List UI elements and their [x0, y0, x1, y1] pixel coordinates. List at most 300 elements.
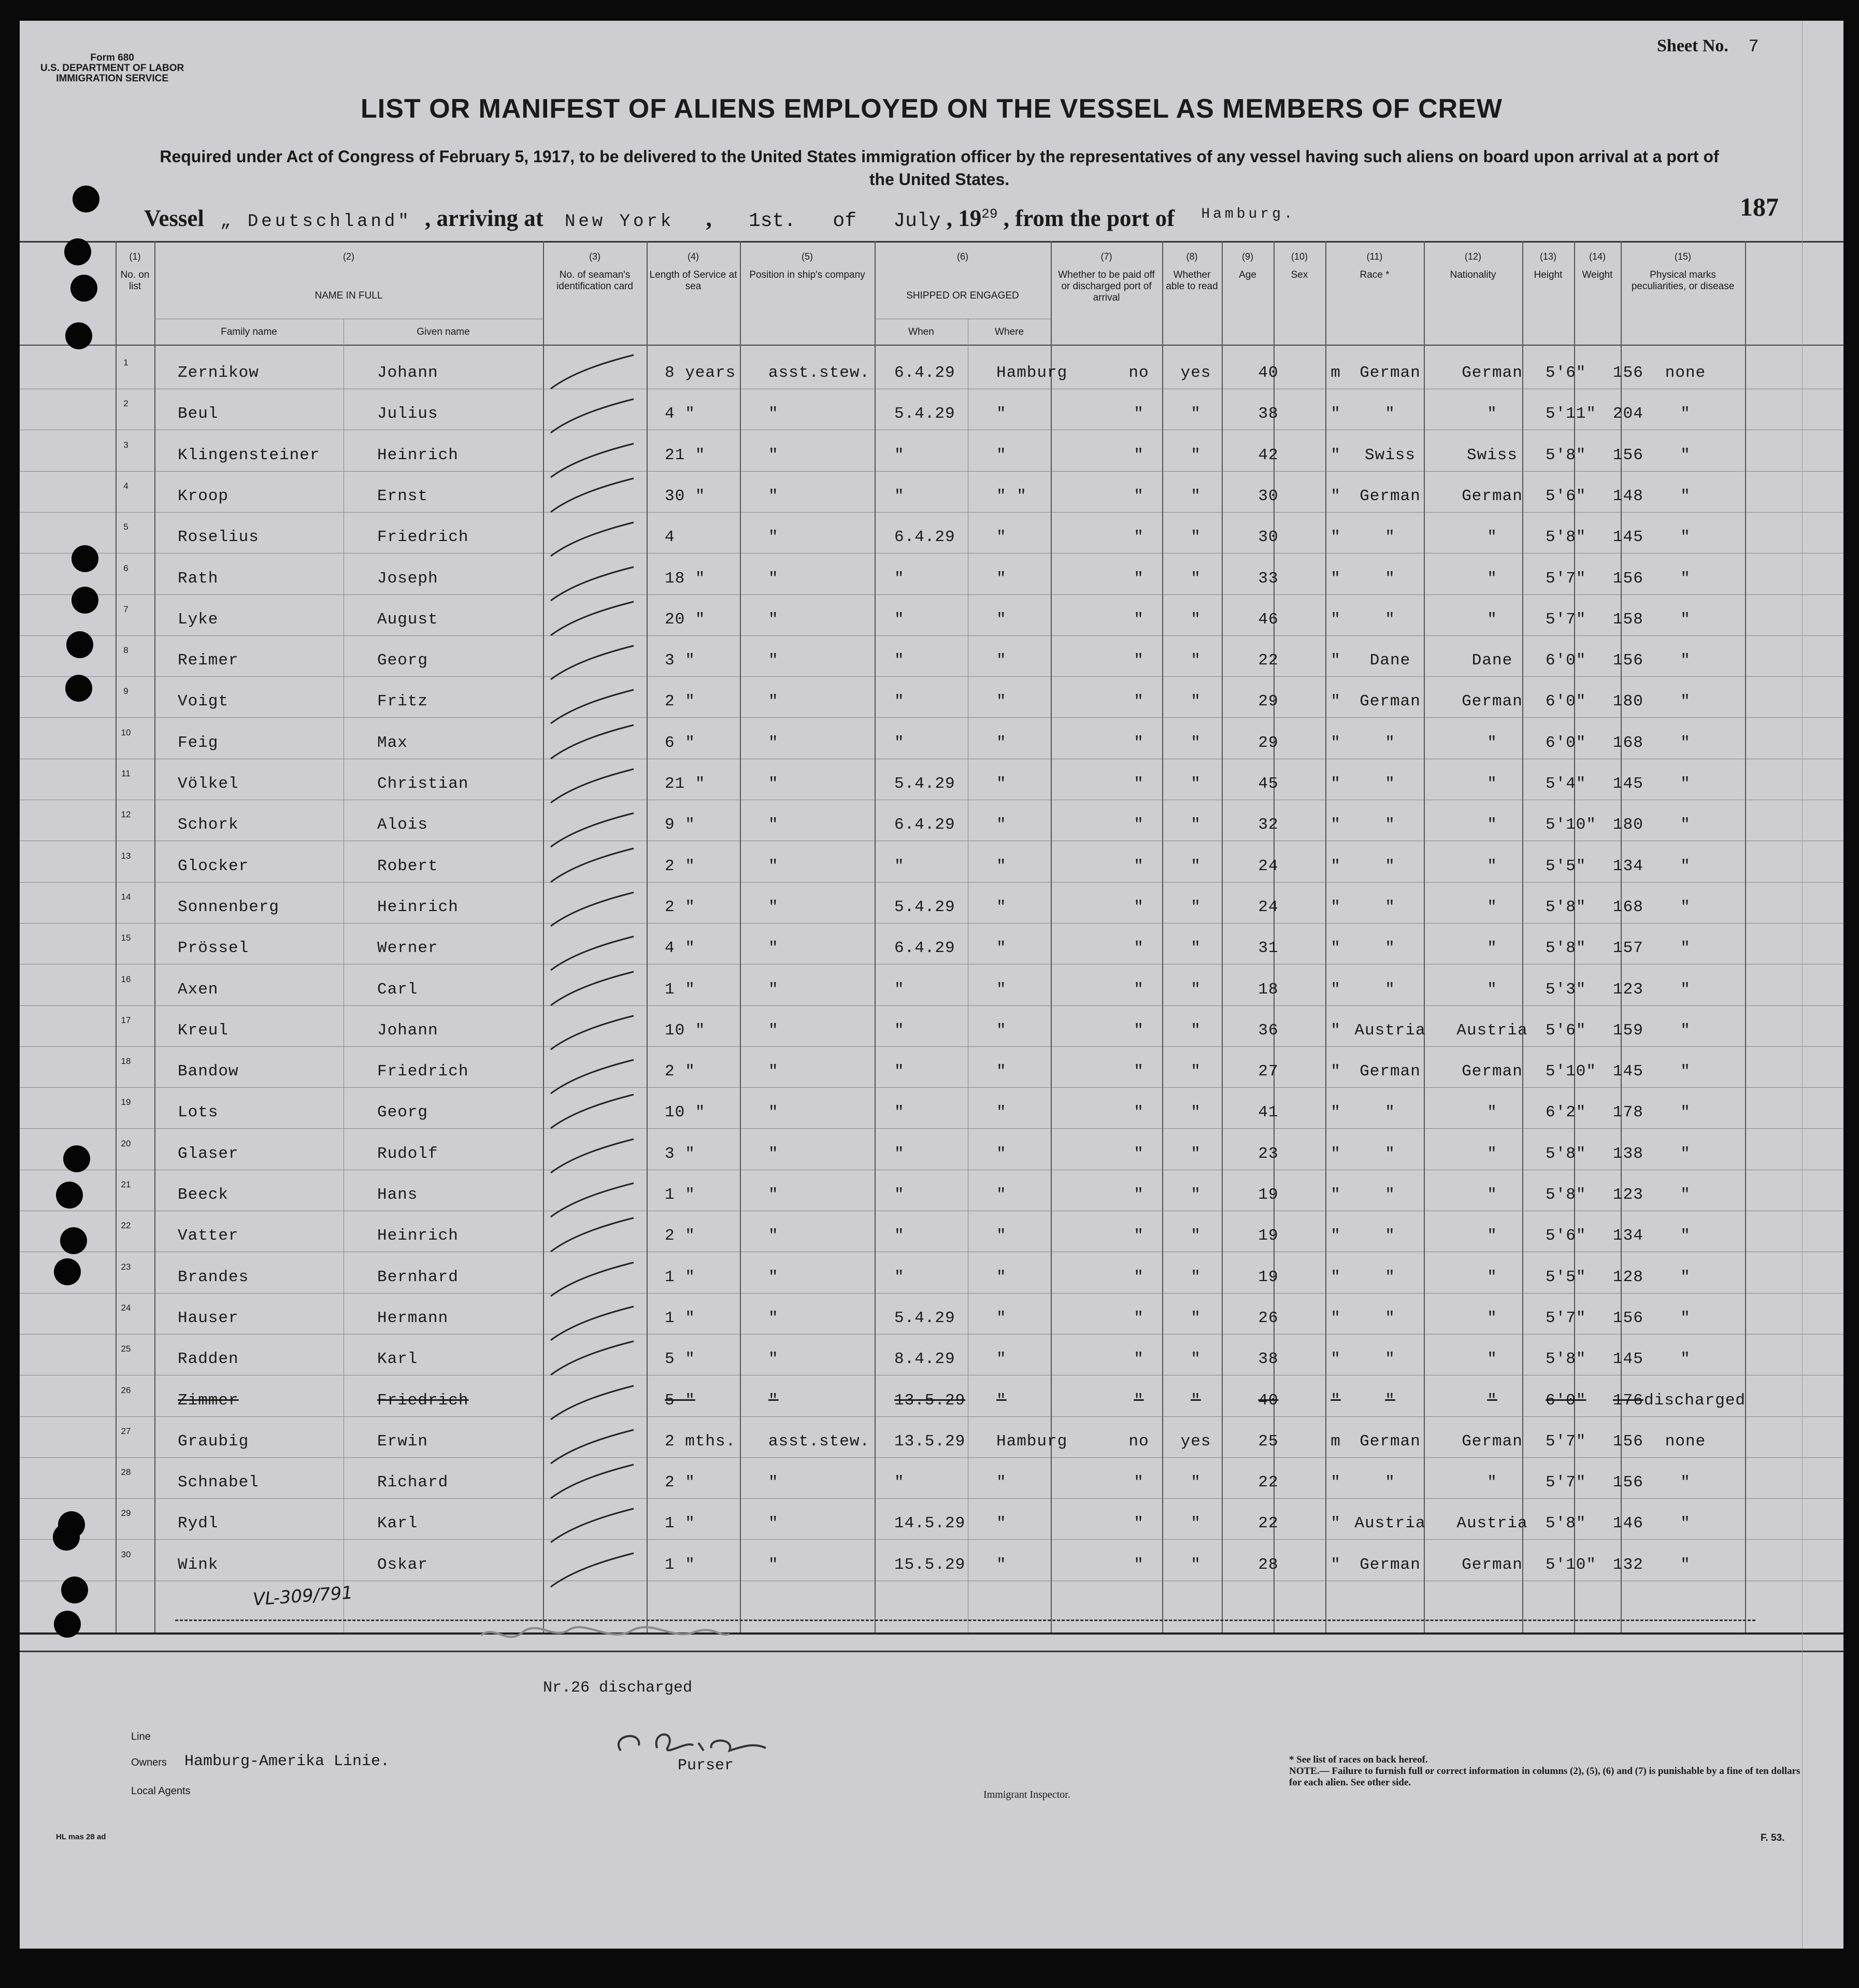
page-number: 187 [1740, 192, 1779, 221]
cell-weight: 157 [1613, 939, 1643, 958]
cell-nationality: " [1487, 569, 1497, 588]
cell-nationality: " [1487, 939, 1497, 958]
column-header: Sex [1291, 269, 1308, 280]
cell-nationality: " [1487, 1350, 1497, 1369]
cell-read: " [1191, 1186, 1201, 1204]
sheet-number [1657, 36, 1759, 57]
column-number: (11) [1366, 251, 1383, 262]
cell-when: " [894, 487, 905, 505]
cell-read: " [1191, 528, 1201, 547]
cell-nationality: " [1487, 1309, 1497, 1327]
cell-position: " [768, 651, 779, 670]
cell-marks: " [1680, 1473, 1691, 1492]
cell-where: " [996, 1514, 1007, 1533]
cell-height: 5'8" [1546, 1186, 1586, 1204]
binder-hole [56, 1182, 83, 1209]
cell-weight: 156 [1613, 446, 1643, 464]
column-header: NAME IN FULL [314, 290, 383, 301]
cell-sex: " [1331, 816, 1341, 834]
table-bottom-border [20, 1632, 1843, 1635]
cell-position: " [768, 1473, 779, 1492]
cell-race: Austria [1354, 1021, 1426, 1040]
cell-weight: 158 [1613, 610, 1643, 629]
cell-family: Zimmer [178, 1391, 239, 1410]
cell-height: 5'8" [1546, 898, 1586, 916]
cell-race: " [1385, 610, 1395, 629]
column-subheader: Where [995, 326, 1024, 337]
cell-nationality: " [1487, 528, 1497, 547]
cell-family: Schnabel [178, 1473, 259, 1492]
cell-marks: " [1680, 528, 1691, 547]
cell-position: " [768, 1268, 779, 1286]
cell-race: " [1385, 775, 1395, 793]
arrival-month: July [893, 210, 941, 232]
cell-age: 32 [1258, 816, 1279, 834]
cell-weight: 145 [1613, 775, 1643, 793]
cell-given: Hermann [377, 1309, 449, 1327]
binder-hole [63, 1145, 90, 1172]
cell-sex: " [1331, 1514, 1341, 1533]
cell-given: Heinrich [377, 898, 459, 916]
cell-position: " [768, 816, 779, 834]
table-row [20, 769, 1843, 810]
cell-position: " [768, 939, 779, 958]
table-top-border [20, 241, 1843, 243]
cell-service: 4 [665, 528, 675, 547]
cell-read: " [1191, 1227, 1201, 1245]
cell-given: Johann [377, 1021, 438, 1040]
binder-hole [70, 275, 97, 302]
line-label: Line [131, 1731, 151, 1742]
cell-marks: " [1680, 1555, 1691, 1574]
row-number: 12 [121, 810, 131, 820]
table-row [20, 645, 1843, 686]
cell-nationality: " [1487, 775, 1497, 793]
cell-age: 30 [1258, 487, 1279, 505]
cell-weight: 168 [1613, 898, 1643, 916]
cell-position: asst.stew. [768, 1432, 870, 1451]
cell-given: Richard [377, 1473, 449, 1492]
cell-paid: " [1134, 898, 1144, 916]
cell-where: " [996, 1227, 1007, 1245]
cell-weight: 138 [1613, 1144, 1643, 1163]
column-number: (13) [1539, 251, 1556, 262]
cell-paid: " [1134, 528, 1144, 547]
column-header: Length of Service at sea [649, 269, 737, 292]
cell-sex: " [1331, 446, 1341, 464]
cell-sex: " [1331, 405, 1341, 423]
cell-nationality: " [1487, 816, 1497, 834]
cell-when: " [894, 446, 905, 464]
cell-position: asst.stew. [768, 364, 870, 382]
cell-service: 1 " [665, 1514, 695, 1533]
cell-service: 5 " [665, 1350, 695, 1369]
cell-weight: 148 [1613, 487, 1643, 505]
column-header: Physical marks peculiarities, or disease [1631, 269, 1735, 292]
cell-position: " [768, 898, 779, 916]
cell-nationality: German [1462, 1062, 1523, 1081]
cell-family: Axen [178, 980, 219, 999]
table-row [20, 810, 1843, 850]
cell-paid: " [1134, 446, 1144, 464]
owners-label: Owners [131, 1757, 167, 1768]
cell-when: " [894, 1268, 905, 1286]
cell-given: Oskar [377, 1555, 428, 1574]
cell-when: " [894, 1062, 905, 1081]
cell-given: Carl [377, 980, 418, 999]
cell-service: 1 " [665, 1186, 695, 1204]
cell-given: Heinrich [377, 446, 459, 464]
cell-nationality: " [1487, 1268, 1497, 1286]
local-agents-label: Local Agents [131, 1785, 191, 1797]
cell-read: " [1191, 1350, 1201, 1369]
cell-when: 6.4.29 [894, 364, 955, 382]
cell-height: 5'7" [1546, 1309, 1586, 1327]
cell-height: 5'8" [1546, 528, 1586, 547]
cell-sex: " [1331, 1062, 1341, 1081]
cell-position: " [768, 1103, 779, 1122]
cell-nationality: " [1487, 405, 1497, 423]
cell-given: Fritz [377, 692, 428, 711]
cell-marks: " [1680, 692, 1691, 711]
cell-paid: " [1134, 733, 1144, 752]
cell-paid: " [1134, 405, 1144, 423]
cell-family: Graubig [178, 1432, 249, 1451]
cell-age: 31 [1258, 939, 1279, 958]
table-row [20, 1426, 1843, 1467]
year-suffix: 29 [981, 206, 998, 222]
cell-family: Völkel [178, 775, 239, 793]
table-row [20, 1262, 1843, 1303]
cell-when: 13.5.29 [894, 1391, 966, 1410]
table-row [20, 563, 1843, 604]
cell-sex: " [1331, 775, 1341, 793]
cell-marks: " [1680, 733, 1691, 752]
table-row [20, 1344, 1843, 1385]
cell-service: 8 years [665, 364, 736, 382]
cell-given: Johann [377, 364, 438, 382]
cell-paid: " [1134, 1103, 1144, 1122]
cell-sex: " [1331, 939, 1341, 958]
cell-nationality: " [1487, 1391, 1497, 1410]
cell-race: German [1360, 1555, 1421, 1574]
sheet-number-value: 7 [1748, 37, 1759, 57]
row-number: 8 [123, 645, 128, 656]
cell-where: " [996, 1062, 1007, 1081]
cell-height: 6'0" [1546, 733, 1586, 752]
row-number: 21 [121, 1180, 131, 1189]
cell-marks: " [1680, 775, 1691, 793]
cell-position: " [768, 1144, 779, 1163]
table-row [20, 933, 1843, 974]
form-number: Form 680 [90, 52, 134, 63]
cell-family: Voigt [178, 692, 229, 711]
cell-family: Kroop [178, 487, 229, 505]
cell-race: " [1385, 1391, 1395, 1410]
cell-where: " [996, 446, 1007, 464]
cell-family: Lots [178, 1103, 219, 1122]
cell-paid: " [1134, 1514, 1144, 1533]
row-number: 17 [121, 1015, 131, 1025]
cell-marks: " [1680, 569, 1691, 588]
cell-height: 5'10" [1546, 1555, 1597, 1574]
cell-marks: " [1680, 980, 1691, 999]
cell-age: 40 [1258, 1391, 1279, 1410]
cell-given: Rudolf [377, 1144, 438, 1163]
row-number: 13 [121, 850, 131, 861]
cell-age: 42 [1258, 446, 1279, 464]
service-name: IMMIGRATION SERVICE [56, 73, 169, 84]
cell-family: Rath [178, 569, 219, 588]
date-separator: , [706, 205, 712, 231]
cell-sex: " [1331, 1473, 1341, 1492]
cell-when: " [894, 610, 905, 629]
cell-read: " [1191, 1062, 1201, 1081]
cell-weight: 123 [1613, 1186, 1643, 1204]
cell-nationality: Austria [1456, 1021, 1528, 1040]
cell-position: " [768, 857, 779, 875]
cell-family: Klingensteiner [178, 446, 320, 464]
cell-age: 23 [1258, 1144, 1279, 1163]
cell-position: " [768, 446, 779, 464]
cell-sex: " [1331, 733, 1341, 752]
column-number: (10) [1291, 251, 1308, 262]
cell-paid: " [1134, 1473, 1144, 1492]
cell-weight: 145 [1613, 1062, 1643, 1081]
cell-service: 2 " [665, 1227, 695, 1245]
cell-service: 1 " [665, 1268, 695, 1286]
column-number: (7) [1100, 251, 1112, 262]
cell-weight: 156 [1613, 651, 1643, 670]
cell-position: " [768, 487, 779, 505]
cell-read: " [1191, 816, 1201, 834]
table-row [20, 481, 1843, 522]
column-number: (5) [802, 251, 813, 262]
cell-nationality: " [1487, 1227, 1497, 1245]
cell-given: Heinrich [377, 1227, 459, 1245]
cell-race: " [1385, 405, 1395, 423]
column-header: Nationality [1450, 269, 1496, 280]
cell-race: " [1385, 898, 1395, 916]
cell-height: 5'8" [1546, 939, 1586, 958]
binder-hole [61, 1577, 88, 1603]
cell-read: " [1191, 1473, 1201, 1492]
cell-given: Friedrich [377, 1062, 469, 1081]
cell-position: " [768, 775, 779, 793]
cell-family: Radden [178, 1350, 239, 1369]
column-number: (2) [343, 251, 354, 262]
cell-age: 46 [1258, 610, 1279, 629]
cell-family: Beul [178, 405, 219, 423]
cell-height: 6'0" [1546, 651, 1586, 670]
cell-height: 5'5" [1546, 857, 1586, 875]
cell-height: 5'11" [1546, 405, 1597, 423]
cell-race: Swiss [1364, 446, 1415, 464]
cell-when: 8.4.29 [894, 1350, 955, 1369]
cell-weight: 168 [1613, 733, 1643, 752]
column-header: No. of seaman's identification card [556, 269, 633, 292]
cell-sex: " [1331, 692, 1341, 711]
note-label: NOTE. [1289, 1766, 1320, 1777]
table-row [20, 1139, 1843, 1180]
cell-when: " [894, 651, 905, 670]
cell-age: 33 [1258, 569, 1279, 588]
cell-sex: " [1331, 1309, 1341, 1327]
cell-nationality: " [1487, 1103, 1497, 1122]
cell-sex: " [1331, 898, 1341, 916]
table-row [20, 1056, 1843, 1097]
cell-family: Schork [178, 816, 239, 834]
cell-height: 5'8" [1546, 446, 1586, 464]
cell-age: 45 [1258, 775, 1279, 793]
cell-weight: 146 [1613, 1514, 1643, 1533]
cell-read: " [1191, 1309, 1201, 1327]
cell-height: 5'8" [1546, 1350, 1586, 1369]
binder-hole [53, 1524, 80, 1551]
arriving-label: , arriving at [425, 205, 544, 231]
cell-service: 4 " [665, 405, 695, 423]
cell-paid: " [1134, 610, 1144, 629]
cell-weight: 145 [1613, 528, 1643, 547]
cell-where: " [996, 816, 1007, 834]
cell-sex: " [1331, 857, 1341, 875]
cell-weight: 178 [1613, 1103, 1643, 1122]
cell-height: 5'4" [1546, 775, 1586, 793]
cell-nationality: " [1487, 857, 1497, 875]
discharged-note: Nr.26 discharged [543, 1679, 693, 1697]
cell-nationality: German [1462, 364, 1523, 382]
cell-height: 6'2" [1546, 1103, 1586, 1122]
row-number: 3 [123, 439, 128, 450]
cell-height: 5'3" [1546, 980, 1586, 999]
cell-where: " [996, 980, 1007, 999]
cell-age: 40 [1258, 364, 1279, 382]
cell-sex: " [1331, 610, 1341, 629]
cell-marks: none [1665, 364, 1706, 382]
cell-when: " [894, 569, 905, 588]
cell-where: " [996, 1309, 1007, 1327]
row-number: 2 [123, 399, 128, 409]
cell-age: 25 [1258, 1432, 1279, 1451]
row-number: 29 [121, 1508, 131, 1518]
cell-family: Feig [178, 733, 219, 752]
cell-height: 5'8" [1546, 1514, 1586, 1533]
cell-service: 9 " [665, 816, 695, 834]
cell-marks: " [1680, 939, 1691, 958]
cell-position: " [768, 1391, 779, 1410]
cell-sex: " [1331, 1021, 1341, 1040]
cell-given: Max [377, 733, 408, 752]
row-number: 5 [123, 522, 128, 532]
cell-race: German [1360, 364, 1421, 382]
cell-family: Zernikow [178, 364, 259, 382]
checkmark-icon [546, 1544, 644, 1596]
cell-sex: " [1331, 1227, 1341, 1245]
cell-marks: " [1680, 1350, 1691, 1369]
cell-race: Austria [1354, 1514, 1426, 1533]
table-row [20, 892, 1843, 933]
cell-given: Friedrich [377, 1391, 469, 1410]
cell-age: 27 [1258, 1062, 1279, 1081]
cell-marks: " [1680, 1144, 1691, 1163]
cell-weight: 156 [1613, 1309, 1643, 1327]
table-row [20, 522, 1843, 563]
from-port-label: , from the port of [1003, 205, 1175, 231]
cell-when: " [894, 1144, 905, 1163]
cell-when: 14.5.29 [894, 1514, 966, 1533]
note-text: — Failure to furnish full or correct information in columns (2), (5), (6) and (7) is punishable by a fine of ten dollars for each alien. See other side. [1289, 1766, 1800, 1788]
cell-nationality: Swiss [1466, 446, 1518, 464]
cell-when: 5.4.29 [894, 405, 955, 423]
cell-marks: " [1680, 487, 1691, 505]
form-identifier [40, 53, 184, 84]
cell-marks: " [1680, 1021, 1691, 1040]
binder-hole [64, 238, 91, 265]
cell-nationality: Austria [1456, 1514, 1528, 1533]
cell-service: 2 " [665, 692, 695, 711]
cell-marks: " [1680, 1103, 1691, 1122]
cell-weight: 145 [1613, 1350, 1643, 1369]
cell-age: 22 [1258, 1514, 1279, 1533]
row-number: 20 [121, 1138, 131, 1148]
cell-given: Alois [377, 816, 428, 834]
cell-where: " [996, 1391, 1007, 1410]
cell-when: " [894, 1227, 905, 1245]
vessel-label: Vessel [144, 205, 204, 231]
cell-race: German [1360, 1062, 1421, 1081]
cell-nationality: German [1462, 487, 1523, 505]
cell-sex: " [1331, 528, 1341, 547]
cell-sex: m [1331, 364, 1341, 382]
cell-age: 29 [1258, 733, 1279, 752]
handwritten-scrawl [476, 1620, 735, 1651]
column-number: (15) [1674, 251, 1691, 262]
cell-race: " [1385, 528, 1395, 547]
cell-age: 22 [1258, 1473, 1279, 1492]
column-header: Age [1239, 269, 1256, 280]
cell-age: 26 [1258, 1309, 1279, 1327]
cell-sex: " [1331, 487, 1341, 505]
cell-family: Glocker [178, 857, 249, 875]
cell-where: " [996, 1144, 1007, 1163]
cell-paid: " [1134, 775, 1144, 793]
cell-given: Karl [377, 1350, 418, 1369]
column-subheader: Family name [221, 326, 277, 337]
cell-when: 5.4.29 [894, 775, 955, 793]
cell-position: " [768, 1062, 779, 1081]
cell-age: 19 [1258, 1227, 1279, 1245]
cell-height: 5'10" [1546, 1062, 1597, 1081]
column-number: (1) [129, 251, 141, 262]
row-number: 6 [123, 563, 128, 573]
cell-when: " [894, 1186, 905, 1204]
cell-where: " [996, 1555, 1007, 1574]
binder-hole [72, 587, 98, 614]
cell-read: " [1191, 1144, 1201, 1163]
cell-given: Bernhard [377, 1268, 459, 1286]
cell-when: 13.5.29 [894, 1432, 966, 1451]
cell-when: " [894, 1103, 905, 1122]
cell-sex: " [1331, 1555, 1341, 1574]
cell-where: Hamburg [996, 1432, 1068, 1451]
cell-race: " [1385, 980, 1395, 999]
cell-sex: " [1331, 1391, 1341, 1410]
cell-service: 1 " [665, 1309, 695, 1327]
cell-sex: " [1331, 1350, 1341, 1369]
cell-marks: " [1680, 1062, 1691, 1081]
cell-position: " [768, 1350, 779, 1369]
file-note: VL-309/791 [252, 1582, 354, 1610]
